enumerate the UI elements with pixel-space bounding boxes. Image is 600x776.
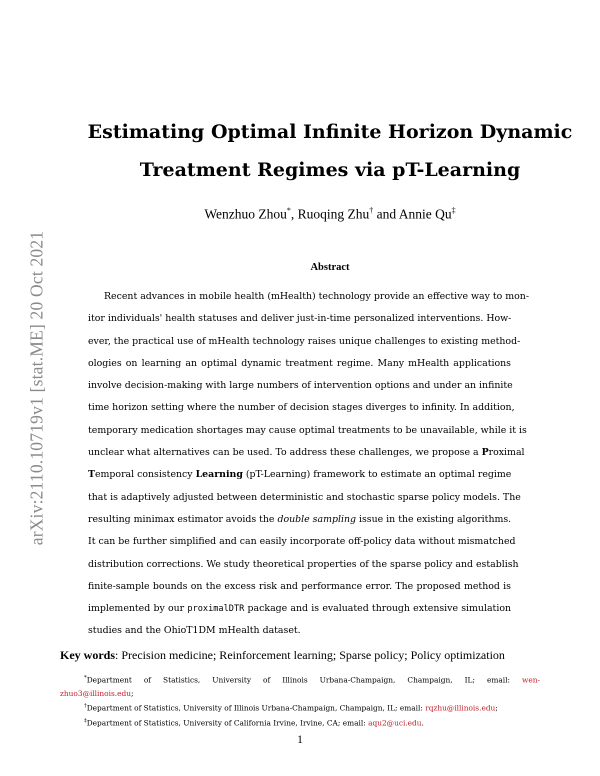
- email-link[interactable]: rqzhu@illinois.edu: [425, 703, 496, 713]
- abstract-line: itor individuals' health statuses and deliver just-in-time personalized interventions. How-: [88, 313, 512, 325]
- footnote-punct: ;: [131, 688, 134, 698]
- abstract-line: [88, 464, 511, 486]
- arxiv-identifier: arXiv:2110.10719v1 [stat.ME] 20 Oct 2021: [26, 230, 47, 546]
- keywords-text: : Precision medicine; Reinforcement learning; Sparse policy; Policy optimization: [115, 648, 505, 662]
- abstract-text: unclear what alternatives can be used. To address these challenges, we propose a: [88, 447, 479, 459]
- abstract-line: [88, 509, 511, 531]
- package-name: proximalDTR: [187, 604, 245, 615]
- paper-title: [60, 113, 600, 189]
- author-list: [60, 206, 600, 223]
- footnote-punct: .: [421, 718, 424, 728]
- author-separator: ,: [290, 206, 295, 222]
- keywords-label: Key words: [60, 648, 115, 662]
- abstract-heading: Abstract: [310, 262, 350, 273]
- abstract-body: [88, 286, 530, 643]
- abstract-line: involve decision-making with large numbers of intervention options and under an infinite: [88, 380, 513, 392]
- author-name: Ruoqing Zhu: [297, 206, 370, 222]
- footnote-mark: ‡: [84, 717, 87, 724]
- abstract-text: issue in the existing algorithms.: [359, 513, 512, 525]
- footnotes: [60, 672, 540, 730]
- email-link[interactable]: aqu2@uci.edu: [368, 718, 422, 728]
- abstract-line: ologies on learning an optimal dynamic treatment regime. Many mHealth applications: [88, 357, 511, 369]
- footnote-mark: †: [84, 703, 87, 710]
- abstract-line: [88, 442, 525, 464]
- acronym-word: Learning: [195, 469, 243, 481]
- abstract-line: time horizon setting where the number of decision stages diverges to infinity. In addition,: [88, 402, 515, 414]
- footnote-1-continued: [60, 687, 540, 700]
- abstract-line: It can be further simplified and can easily incorporate off-policy data without mismatched: [88, 536, 516, 548]
- abstract-line: distribution corrections. We study theoretical properties of the sparse policy and establish: [88, 558, 519, 570]
- author-separator: and: [376, 206, 397, 222]
- abstract-line: that is adaptively adjusted between deterministic and stochastic sparse policy models. The: [88, 491, 521, 503]
- author-name: Annie Qu: [398, 206, 452, 222]
- keywords: [60, 648, 550, 663]
- abstract-text: roximal: [488, 447, 525, 459]
- footnote-text: Department of Statistics, University of Illinois Urbana-Champaign, Champaign, IL; email:: [86, 675, 510, 685]
- abstract-line: ever, the practical use of mHealth technology raises unique challenges to existing method-: [88, 335, 521, 347]
- footnote-2: [60, 700, 540, 715]
- author-footnote-mark: †: [369, 206, 374, 215]
- abstract-text: emporal consistency: [94, 469, 193, 481]
- author-name: Wenzhuo Zhou: [204, 206, 287, 222]
- abstract-line: temporary medication shortages may cause optimal treatments to be unavailable, while it is: [88, 424, 527, 436]
- title-line-2: Treatment Regimes via pT-Learning: [139, 159, 521, 181]
- abstract-text: package and is evaluated through extensive simulation: [247, 603, 512, 615]
- footnote-text: Department of Statistics, University of Illinois Urbana-Champaign, Champaign, IL; email:: [86, 703, 423, 713]
- abstract-line: finite-sample bounds on the excess risk and performance error. The proposed method is: [88, 580, 511, 592]
- title-line-1: Estimating Optimal Infinite Horizon Dynamic: [87, 121, 573, 143]
- page-number: 1: [297, 734, 303, 746]
- emphasized-term: double sampling: [277, 513, 357, 525]
- author-footnote-mark: ‡: [451, 206, 456, 215]
- abstract-line: [88, 598, 511, 620]
- acronym-letter: P: [481, 447, 489, 459]
- email-link[interactable]: zhuo3@illinois.edu: [60, 688, 131, 698]
- author-footnote-mark: *: [286, 206, 291, 215]
- acronym-letter: T: [88, 469, 95, 481]
- abstract-text: implemented by our: [88, 603, 185, 615]
- abstract-text: resulting minimax estimator avoids the: [88, 513, 275, 525]
- email-link[interactable]: wen-: [522, 675, 540, 685]
- footnote-mark: *: [84, 675, 87, 681]
- footnote-punct: ;: [495, 703, 498, 713]
- abstract-line: Recent advances in mobile health (mHealth) technology provide an effective way to mon-: [104, 291, 530, 302]
- abstract-line: studies and the OhioT1DM mHealth dataset.: [88, 625, 301, 637]
- footnote-text: Department of Statistics, University of California Irvine, Irvine, CA; email:: [86, 718, 366, 728]
- footnote-1: [60, 672, 540, 687]
- abstract-text: (pT-Learning) framework to estimate an optimal regime: [245, 469, 512, 481]
- footnote-3: [60, 715, 540, 730]
